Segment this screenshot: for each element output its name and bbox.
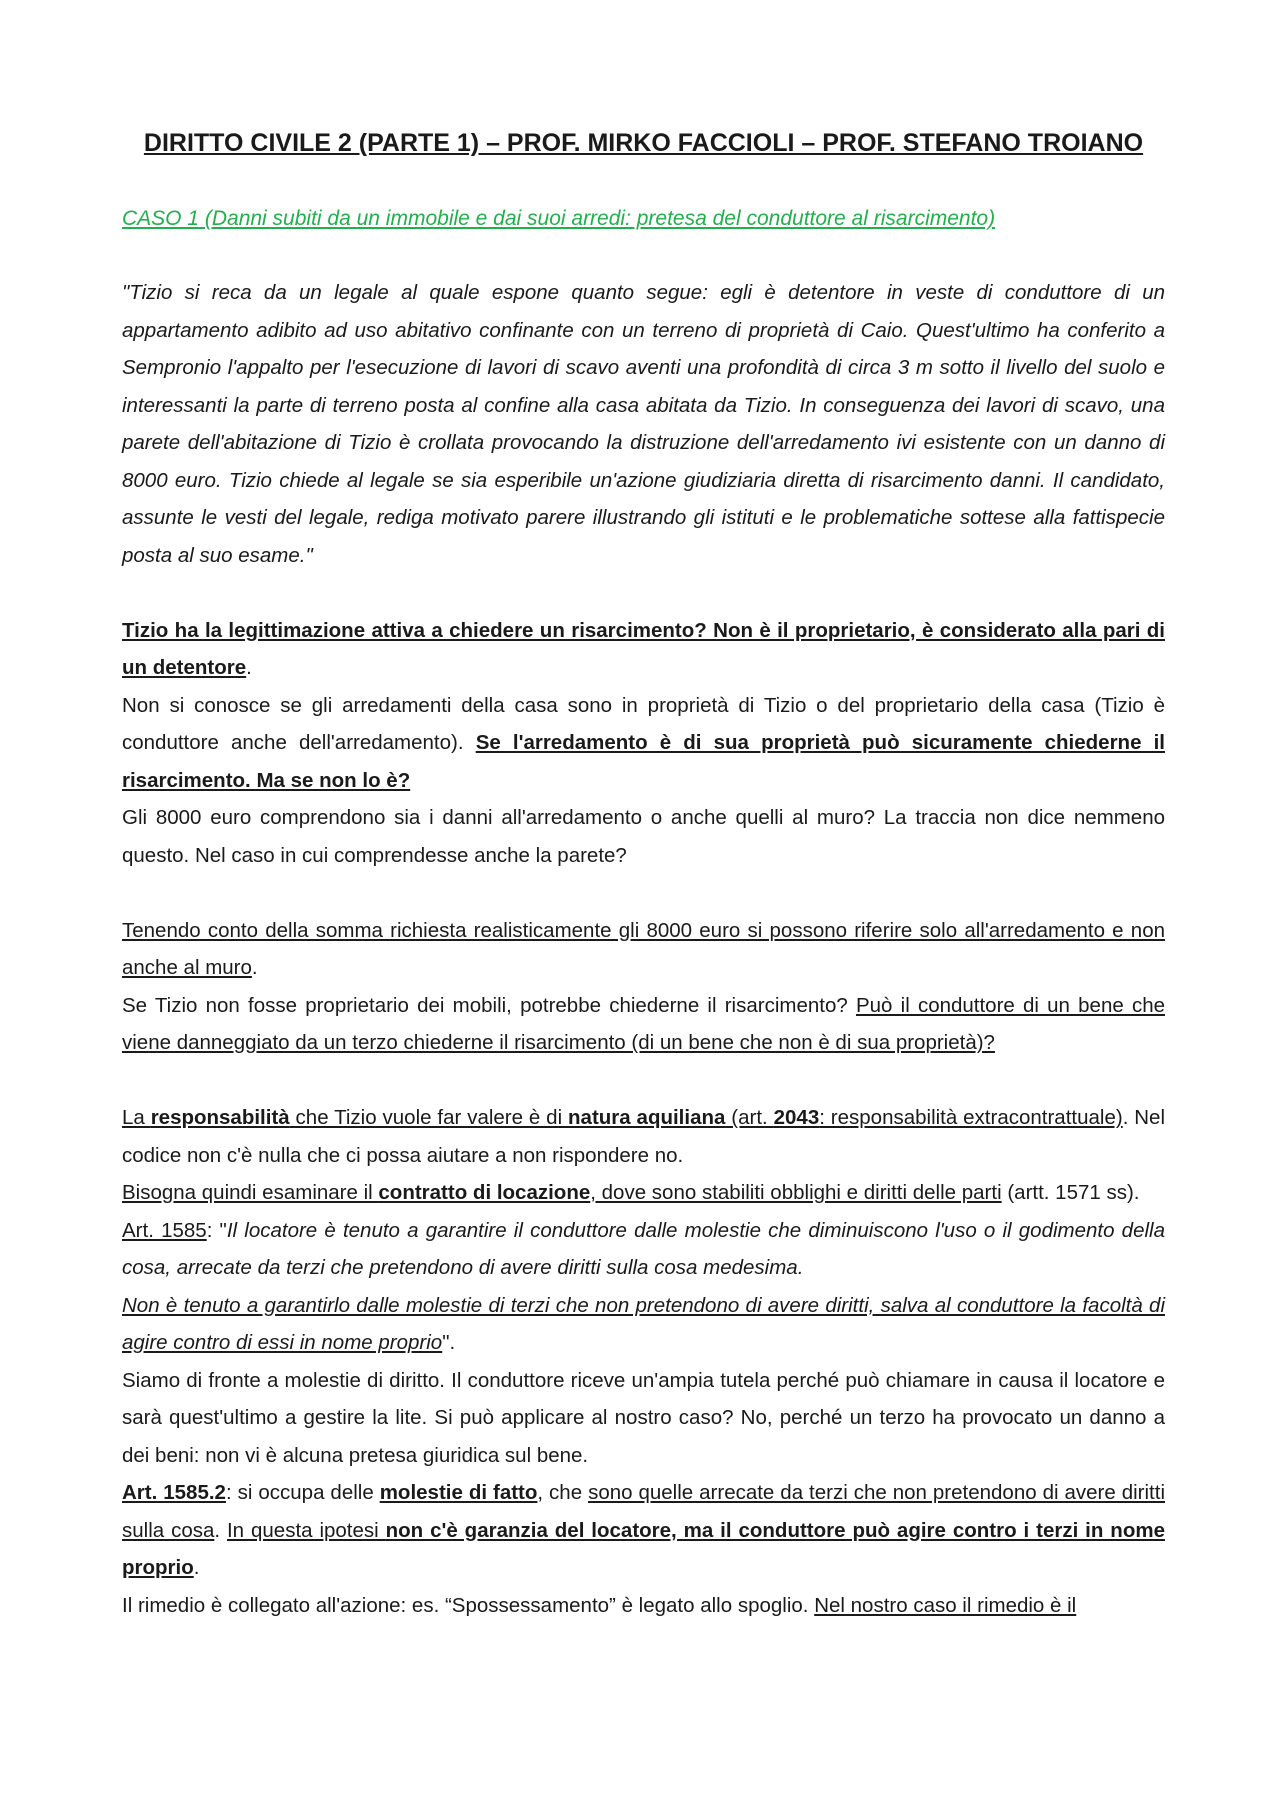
paragraph-art-1585: Art. 1585: "Il locatore è tenuto a garantire il conduttore dalle molestie che diminuiscono l'uso o il godimento della cosa, arrecate da terzi che pretendono di avere diritti sulla cosa medesima. bbox=[122, 1218, 1165, 1279]
paragraph-arredamenti: Non si conosce se gli arredamenti della casa sono in proprietà di Tizio o del proprietario della casa (Tizio è conduttore anche dell'arredamento). Se l'arredamento è di sua proprietà può sicuramente chiederne il risarcimento. Ma se non lo è? bbox=[122, 693, 1165, 792]
paragraph-somma: Tenendo conto della somma richiesta realisticamente gli 8000 euro si possono riferire solo all'arredamento e non anche al muro. bbox=[122, 918, 1165, 979]
paragraph-art-1585-2: Art. 1585.2: si occupa delle molestie di fatto, che sono quelle arrecate da terzi che non pretendono di avere diritti sulla cosa. In questa ipotesi non c'è garanzia del locatore, ma il conduttore può agire contro i terzi in nome proprio. bbox=[122, 1481, 1165, 1579]
document-title: DIRITTO CIVILE 2 (PARTE 1) – PROF. MIRKO FACCIOLI – PROF. STEFANO TROIANO bbox=[143, 129, 1144, 157]
document-body bbox=[122, 274, 1165, 1624]
paragraph-rimedio: Il rimedio è collegato all'azione: es. “Spossessamento” è legato allo spoglio. Nel nostro caso il rimedio è il bbox=[122, 1593, 1077, 1617]
paragraph-molestie-diritto: Siamo di fronte a molestie di diritto. Il conduttore riceve un'ampia tutela perché può chiamare in causa il locatore e sarà quest'ultimo a gestire la lite. Si può applicare al nostro caso? No, perché un terzo ha provocato un danno a dei beni: non vi è alcuna pretesa giuridica sul bene. bbox=[122, 1368, 1165, 1467]
case-title: CASO 1 (Danni subiti da un immobile e dai suoi arredi: pretesa del conduttore al risarcimento) bbox=[122, 207, 996, 230]
paragraph-responsabilita: La responsabilità che Tizio vuole far valere è di natura aquiliana (art. 2043: responsabilità extracontrattuale). Nel codice non c'è nulla che ci possa aiutare a non rispondere no. bbox=[122, 1106, 1166, 1167]
paragraph-art-1585-quote: Non è tenuto a garantirlo dalle molestie di terzi che non pretendono di avere diritti, salva al conduttore la facoltà di agire contro di essi in nome proprio". bbox=[122, 1293, 1165, 1354]
paragraph-mobili: Se Tizio non fosse proprietario dei mobili, potrebbe chiederne il risarcimento? Può il conduttore di un bene che viene danneggiato da un terzo chiederne il risarcimento (di un bene che non è di sua proprietà)? bbox=[122, 993, 1166, 1054]
paragraph-legittimazione: Tizio ha la legittimazione attiva a chiedere un risarcimento? Non è il proprietario, è considerato alla pari di un detentore. bbox=[122, 618, 1165, 679]
case-quote: "Tizio si reca da un legale al quale espone quanto segue: egli è detentore in veste di conduttore di un appartamento adibito ad uso abitativo confinante con un terreno di proprietà di Caio. Quest'ultimo ha conferito a Sempronio l'appalto per l'esecuzione di lavori di scavo aventi una profondità di circa 3 m sotto il livello del suolo e interessanti la parte di terreno posta al confine alla casa abitata da Tizio. In conseguenza dei lavori di scavo, una parete dell'abitazione di Tizio è crollata provocando la distruzione dell'arredamento ivi esistente con un danno di 8000 euro. Tizio chiede al legale se sia esperibile un'azione giudiziaria diretta di risarcimento danni. Il candidato, assunte le vesti del legale, rediga motivato parere illustrando gli istituti e le problematiche sottese alla fattispecie posta al suo esame." bbox=[122, 281, 1165, 567]
paragraph-danni: Gli 8000 euro comprendono sia i danni all'arredamento o anche quelli al muro? La traccia non dice nemmeno questo. Nel caso in cui comprendesse anche la parete? bbox=[122, 806, 1165, 867]
paragraph-locazione: Bisogna quindi esaminare il contratto di locazione, dove sono stabiliti obblighi e diritti delle parti (artt. 1571 ss). bbox=[122, 1181, 1140, 1204]
